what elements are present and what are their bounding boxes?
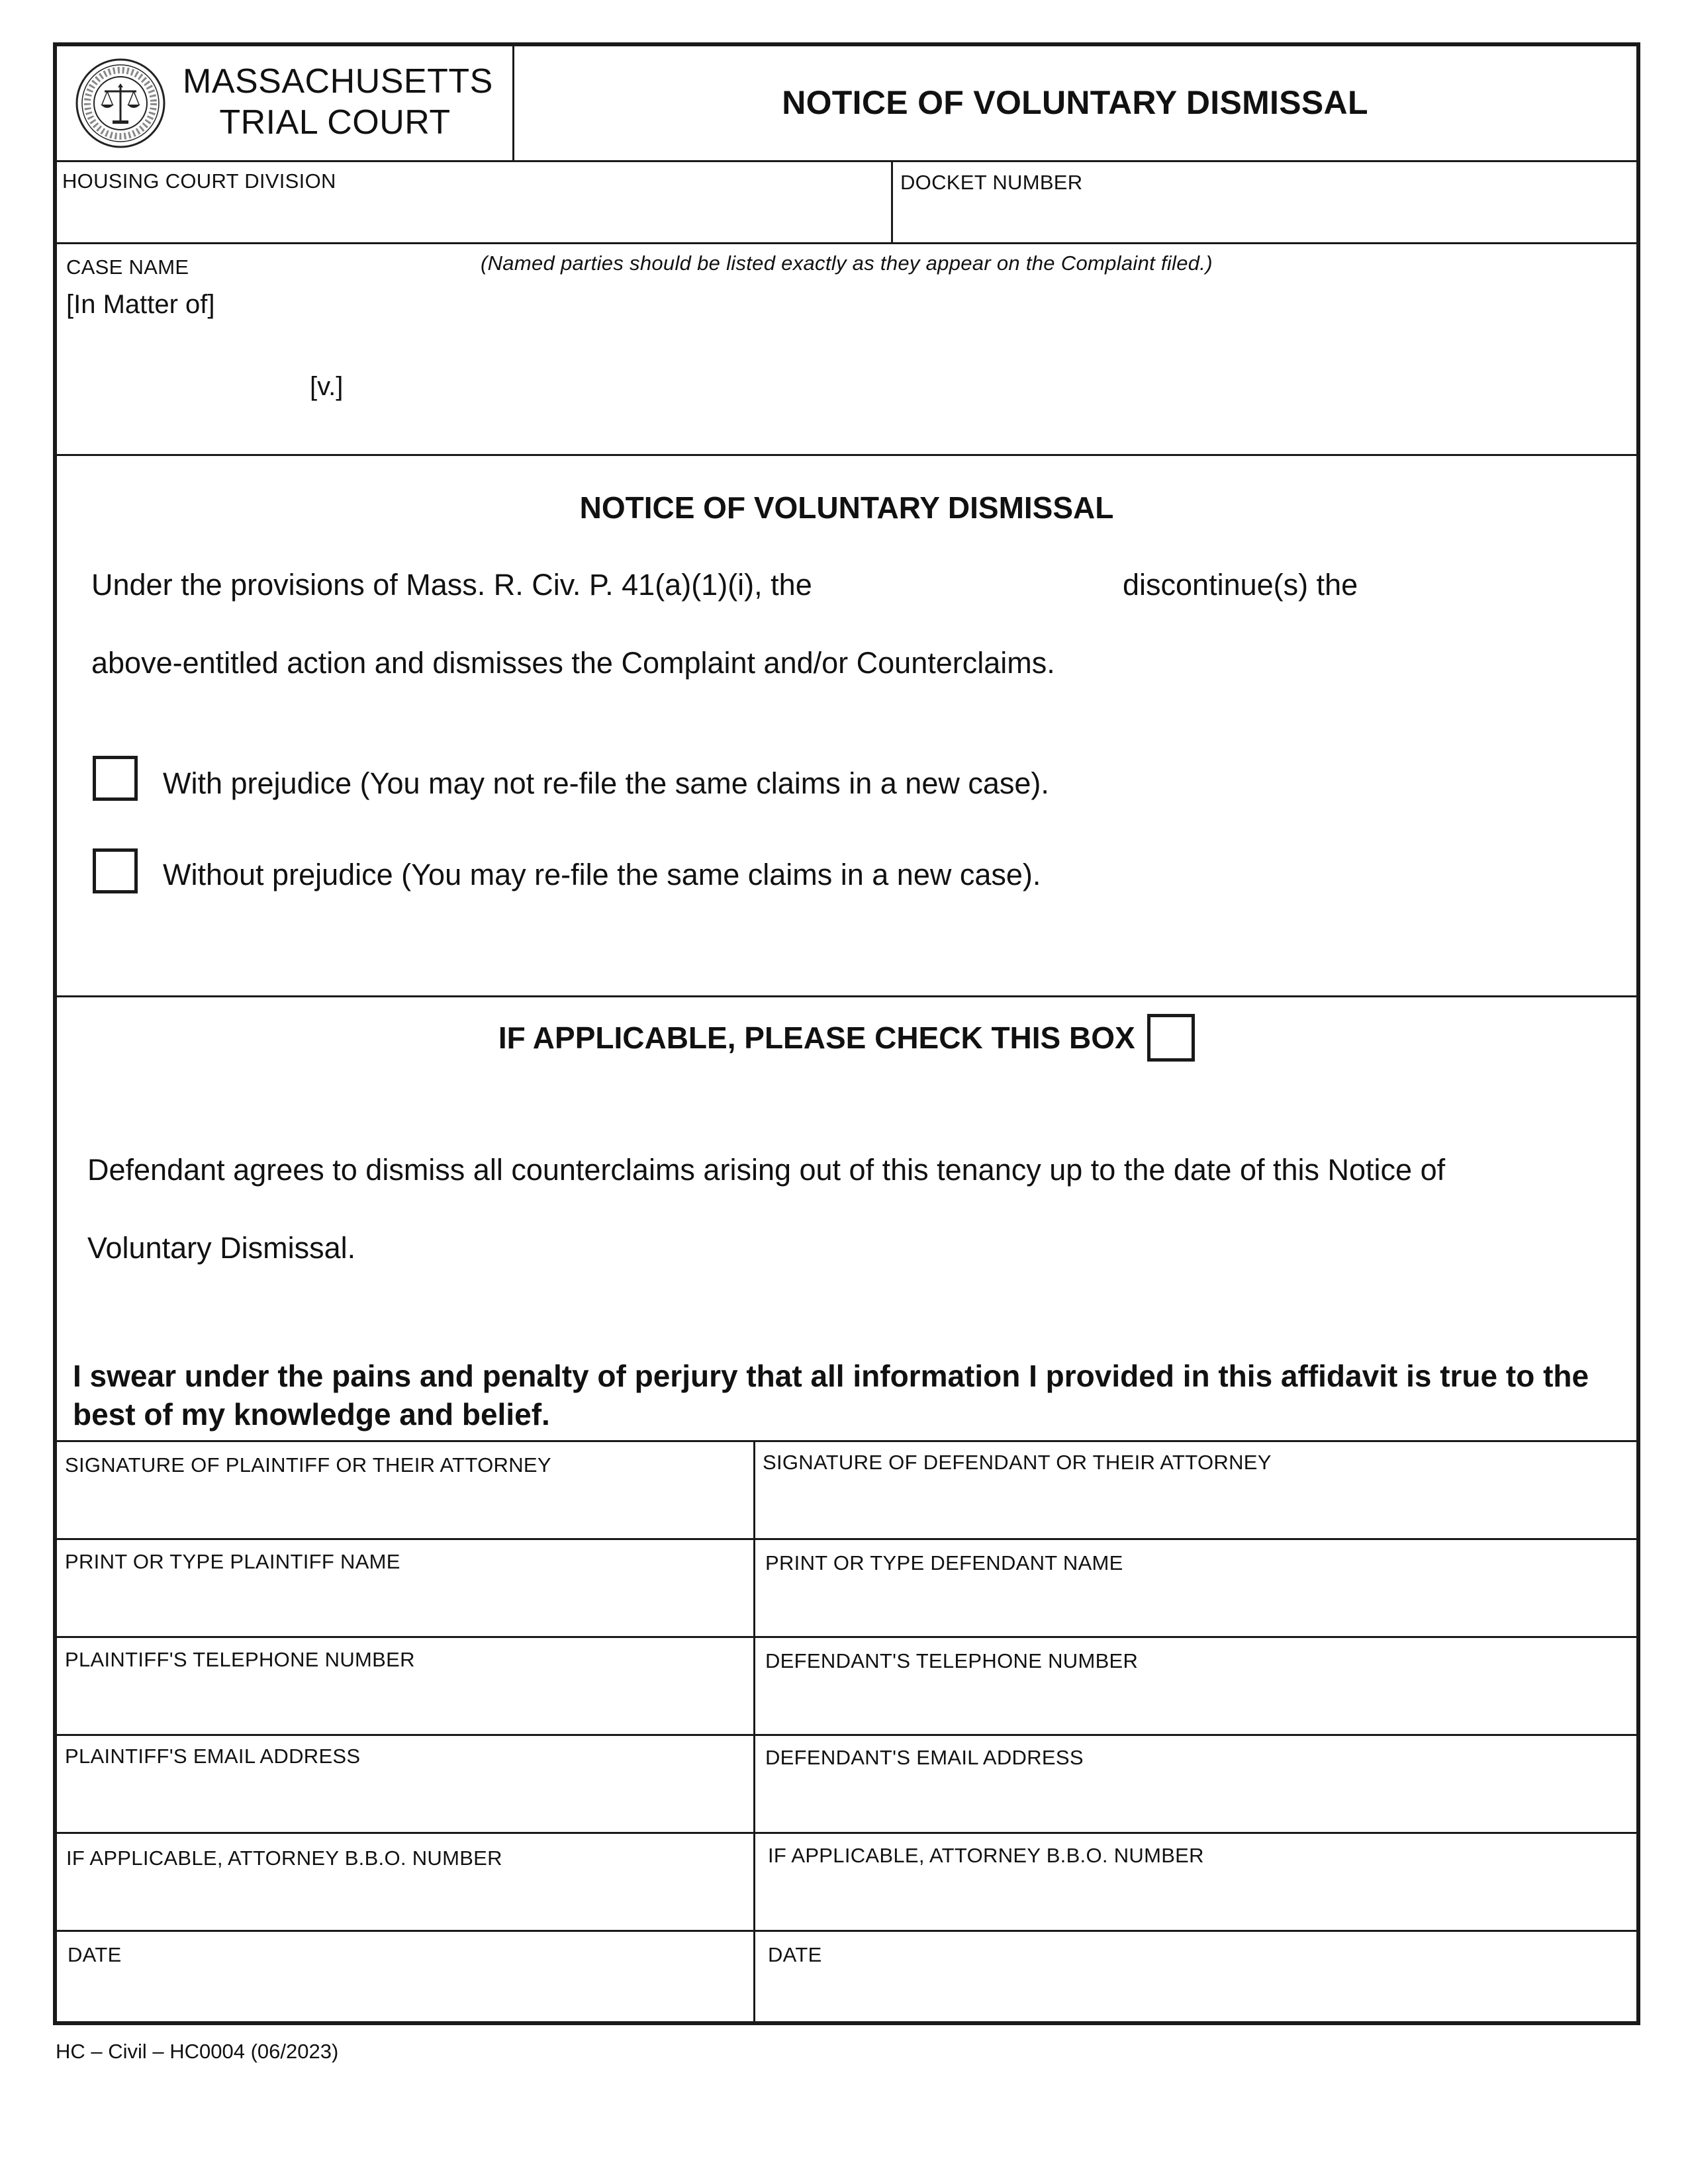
dismissal-bottom-rule (57, 995, 1636, 997)
plaintiff-date-label: DATE (68, 1943, 122, 1966)
defendant-date-field[interactable] (761, 1970, 1628, 2020)
case-name-label: CASE NAME (66, 255, 189, 279)
without-prejudice-label: Without prejudice (You may re-file the same claims in a new case). (163, 858, 1041, 891)
in-matter-of-field[interactable] (275, 285, 1599, 324)
without-prejudice-checkbox[interactable] (93, 848, 138, 893)
signature-grid-top-rule (57, 1440, 1636, 1442)
plaintiff-name-field[interactable] (62, 1579, 744, 1632)
housing-court-division-label: HOUSING COURT DIVISION (62, 169, 336, 193)
defendant-signature-field[interactable] (761, 1481, 1628, 1534)
form-id-footer: HC – Civil – HC0004 (06/2023) (56, 2040, 339, 2063)
with-prejudice-label: With prejudice (You may not re-file the same claims in a new case). (163, 766, 1049, 800)
dismissing-party-field[interactable] (911, 563, 1109, 602)
defendant-signature-label: SIGNATURE OF DEFENDANT OR THEIR ATTORNEY (763, 1451, 1272, 1474)
plaintiff-date-field[interactable] (62, 1970, 744, 2020)
header-bottom-rule (57, 160, 1636, 162)
defendant-email-label: DEFENDANT'S EMAIL ADDRESS (765, 1746, 1084, 1769)
court-name-line1: MASSACHUSETTS (183, 62, 493, 101)
defendant-phone-field[interactable] (761, 1677, 1628, 1730)
with-prejudice-checkbox[interactable] (93, 756, 138, 801)
applicable-line2: Voluntary Dismissal. (87, 1231, 356, 1265)
plaintiff-phone-label: PLAINTIFF'S TELEPHONE NUMBER (65, 1648, 415, 1671)
defendant-name-label: PRINT OR TYPE DEFENDANT NAME (765, 1551, 1123, 1574)
defendant-phone-label: DEFENDANT'S TELEPHONE NUMBER (765, 1649, 1139, 1672)
dismissal-line1-end: discontinue(s) the (1123, 568, 1358, 602)
email-row-rule (57, 1832, 1636, 1834)
defendant-name-field[interactable] (761, 1579, 1628, 1632)
case-name-bottom-rule (57, 454, 1636, 456)
plaintiff-email-field[interactable] (62, 1775, 744, 1828)
defendant-bbo-label: IF APPLICABLE, ATTORNEY B.B.O. NUMBER (768, 1844, 1204, 1867)
docket-number-label: DOCKET NUMBER (900, 171, 1083, 194)
dismissal-line1-start: Under the provisions of Mass. R. Civ. P. 41(a)(1)(i), the (91, 568, 812, 602)
plaintiff-bbo-label: IF APPLICABLE, ATTORNEY B.B.O. NUMBER (66, 1846, 502, 1870)
dismissal-section-title: NOTICE OF VOLUNTARY DISMISSAL (579, 490, 1114, 525)
plaintiff-signature-field[interactable] (62, 1481, 744, 1534)
dismissal-line2: above-entitled action and dismisses the Complaint and/or Counterclaims. (91, 646, 1055, 680)
applicable-header (57, 1014, 1636, 1067)
in-matter-of-label: [In Matter of] (66, 290, 215, 319)
defendant-date-label: DATE (768, 1943, 822, 1966)
applicable-title: IF APPLICABLE, PLEASE CHECK THIS BOX (498, 1021, 1135, 1055)
notice-form (53, 42, 1640, 2025)
applicable-checkbox[interactable] (1147, 1014, 1195, 1062)
docket-divider (891, 160, 893, 242)
court-name (183, 61, 493, 143)
signature-row-rule (57, 1538, 1636, 1540)
plaintiff-email-label: PLAINTIFF'S EMAIL ADDRESS (65, 1745, 361, 1768)
plaintiff-name-label: PRINT OR TYPE PLAINTIFF NAME (65, 1550, 400, 1573)
housing-court-division-field[interactable] (62, 196, 883, 242)
court-seal-icon (74, 57, 167, 150)
name-row-rule (57, 1636, 1636, 1638)
plaintiff-signature-label: SIGNATURE OF PLAINTIFF OR THEIR ATTORNEY (65, 1453, 551, 1477)
page-title: NOTICE OF VOLUNTARY DISMISSAL (782, 84, 1368, 121)
applicable-line1: Defendant agrees to dismiss all counterclaims arising out of this tenancy up to the date of this Notice of (87, 1153, 1446, 1187)
plaintiff-bbo-field[interactable] (62, 1873, 744, 1926)
docket-bottom-rule (57, 242, 1636, 244)
court-name-line2: TRIAL COURT (219, 103, 451, 142)
versus-field[interactable] (375, 367, 1599, 406)
case-name-note: (Named parties should be listed exactly as they appear on the Complaint filed.) (481, 251, 1213, 275)
plaintiff-phone-field[interactable] (62, 1677, 744, 1730)
defendant-email-field[interactable] (761, 1775, 1628, 1828)
docket-number-field[interactable] (900, 196, 1628, 242)
bbo-row-rule (57, 1930, 1636, 1932)
defendant-bbo-field[interactable] (761, 1873, 1628, 1926)
versus-label: [v.] (310, 372, 344, 401)
signature-grid-divider (753, 1440, 755, 2025)
perjury-oath: I swear under the pains and penalty of perjury that all information I provided in this affidavit is true to the best of my knowledge and belief. (73, 1359, 1589, 1432)
phone-row-rule (57, 1734, 1636, 1736)
